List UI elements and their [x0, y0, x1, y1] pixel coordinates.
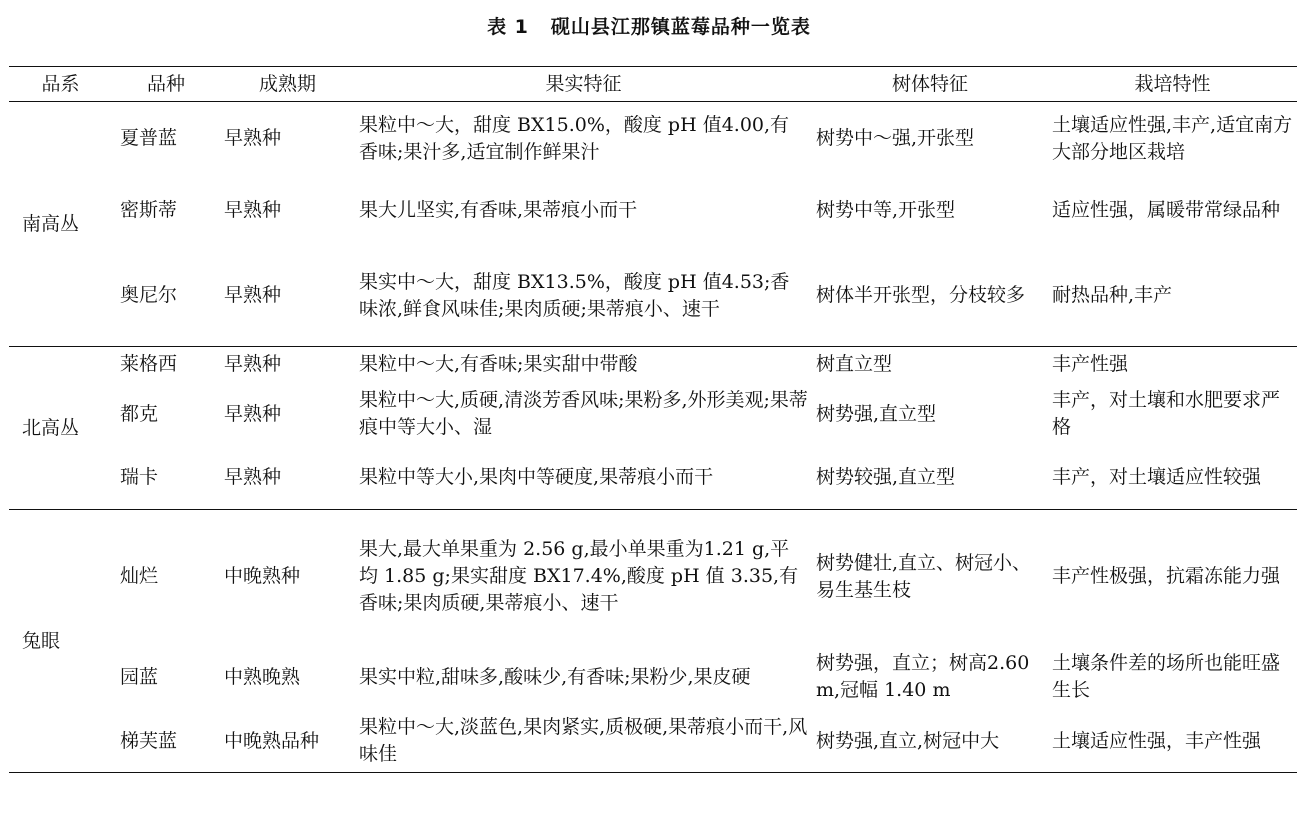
table-header [9, 67, 1297, 102]
group-cell: 兔眼 [9, 510, 112, 773]
variety-cell: 奥尼尔 [120, 284, 178, 307]
table-row [9, 383, 1297, 446]
header-tree: 树体特征 [812, 67, 1048, 102]
fruit-cell: 果粒中～大,淡蓝色,果肉紧实,质极硬,果蒂痕小而干,风味佳 [355, 711, 812, 773]
table-row [9, 711, 1297, 773]
header-fruit: 果实特征 [355, 67, 812, 102]
cultivation-cell: 适应性强，属暖带常绿品种 [1052, 199, 1281, 221]
cultivation-cell: 耐热品种,丰产 [1052, 284, 1173, 307]
table-row [9, 446, 1297, 510]
variety-cell: 园蓝 [120, 665, 159, 688]
maturity-cell: 中晚熟种 [220, 510, 355, 644]
fruit-cell: 果粒中～大,质硬,清淡芳香风味;果粉多,外形美观;果蒂痕中等大小、湿 [359, 389, 808, 438]
tree-cell: 树势中～强,开张型 [816, 127, 975, 150]
tree-cell: 树直立型 [812, 347, 1048, 383]
variety-cell: 都克 [120, 402, 159, 425]
variety-table [9, 66, 1297, 773]
fruit-cell: 果实中粒,甜味多,酸味少,有香味;果粉少,果皮硬 [359, 665, 751, 688]
table-row [9, 176, 1297, 246]
header-maturity: 成熟期 [220, 67, 355, 102]
cultivation-cell: 土壤适应性强，丰产性强 [1048, 711, 1297, 773]
variety-cell: 密斯蒂 [120, 199, 178, 221]
group-cell: 南高丛 [22, 212, 80, 235]
cultivation-cell: 土壤条件差的场所也能旺盛生长 [1052, 652, 1281, 701]
table-row [9, 644, 1297, 711]
tree-cell: 树势较强,直立型 [816, 465, 956, 488]
tree-cell: 树体半开张型，分枝较多 [816, 284, 1026, 307]
fruit-cell: 果大儿坚实,有香味,果蒂痕小而干 [359, 199, 638, 221]
cultivation-cell: 土壤适应性强,丰产,适宜南方大部分地区栽培 [1052, 113, 1293, 163]
variety-cell: 梯芙蓝 [112, 711, 220, 773]
cultivation-cell: 丰产，对土壤和水肥要求严格 [1052, 389, 1281, 438]
tree-cell: 树势强,直立型 [816, 402, 937, 425]
cultivation-cell: 丰产性强 [1048, 347, 1297, 383]
header-variety: 品种 [112, 67, 220, 102]
fruit-cell: 果大,最大单果重为 2.56 g,最小单果重为1.21 g,平均 1.85 g;果实甜度 BX17.4%,酸度 pH 值 3.35,有香味;果肉质硬,果蒂痕小、速干 [355, 510, 812, 644]
table-body [9, 102, 1297, 773]
table-row [9, 510, 1297, 644]
maturity-cell: 早熟种 [224, 127, 282, 150]
tree-cell: 树势中等,开张型 [816, 199, 956, 221]
tree-cell: 树势强，直立；树高2.60 m,冠幅 1.40 m [816, 652, 1030, 701]
variety-cell: 莱格西 [112, 347, 220, 383]
maturity-cell: 中晚熟品种 [220, 711, 355, 773]
header-cultivation: 栽培特性 [1048, 67, 1297, 102]
variety-cell: 夏普蓝 [120, 127, 178, 150]
header-strain: 品系 [9, 67, 112, 102]
maturity-cell: 早熟种 [224, 402, 282, 425]
table-row [9, 246, 1297, 347]
maturity-cell: 早熟种 [224, 284, 282, 307]
fruit-cell: 果粒中～大，甜度 BX15.0%，酸度 pH 值4.00,有香味;果汁多,适宜制作鲜果汁 [359, 113, 790, 163]
tree-cell: 树势强,直立,树冠中大 [812, 711, 1048, 773]
fruit-cell: 果粒中等大小,果肉中等硬度,果蒂痕小而干 [359, 465, 714, 488]
table-row [9, 347, 1297, 383]
variety-cell: 灿烂 [112, 510, 220, 644]
table-number: 表 1 [487, 16, 529, 38]
maturity-cell: 早熟种 [220, 347, 355, 383]
maturity-cell: 早熟种 [224, 199, 282, 221]
table-row [9, 102, 1297, 176]
maturity-cell: 早熟种 [224, 465, 282, 488]
table-caption [0, 12, 1298, 39]
fruit-cell: 果实中～大，甜度 BX13.5%，酸度 pH 值4.53;香味浓,鲜食风味佳;果肉质硬;果蒂痕小、速干 [359, 270, 790, 320]
maturity-cell: 中熟晚熟 [224, 665, 301, 688]
group-cell: 北高丛 [9, 347, 112, 510]
variety-cell: 瑞卡 [120, 465, 159, 488]
fruit-cell: 果粒中～大,有香味;果实甜中带酸 [355, 347, 812, 383]
tree-cell: 树势健壮,直立、树冠小、易生基生枝 [812, 510, 1048, 644]
table-title: 砚山县江那镇蓝莓品种一览表 [550, 16, 811, 38]
cultivation-cell: 丰产，对土壤适应性较强 [1052, 465, 1262, 488]
cultivation-cell: 丰产性极强，抗霜冻能力强 [1048, 510, 1297, 644]
